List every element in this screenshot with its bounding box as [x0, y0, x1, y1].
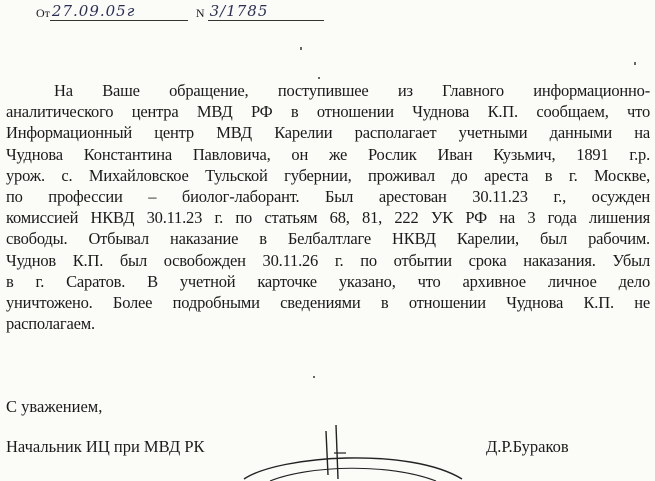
body-line: уничтожено. Более подробными сведениями в отношении Чуднова К.П. не — [6, 293, 650, 313]
letter-header — [36, 3, 324, 21]
handwritten-date: 27.09.05г — [50, 3, 188, 21]
scan-speck — [300, 47, 302, 50]
body-line: Чуднова Константина Павловича, он же Рослик Иван Кузьмич, 1891 г.р. — [6, 144, 650, 164]
handwritten-number: 3/1785 — [208, 3, 324, 21]
scan-speck — [313, 376, 315, 378]
body-line: свободы. Отбывал наказание в Белбалтлаге НКВД Карелии, был рабочим. — [6, 229, 650, 249]
number-label: N — [195, 6, 205, 20]
body-line: Чуднов К.П. был освобожден 30.11.26 г. по отбытии срока наказания. Убыл — [6, 250, 650, 270]
closing-phrase: С уважением, — [6, 397, 103, 416]
from-label: От — [36, 6, 50, 20]
scan-speck — [318, 77, 320, 79]
body-line: располагаем. — [6, 314, 95, 334]
body-line: урож. с. Михайловское Тульской губернии, проживал до ареста в г. Москве, — [6, 165, 650, 185]
body-line: в г. Саратов. В учетной карточке указано, что архивное личное дело — [6, 271, 650, 291]
signer-name: Д.Р.Бураков — [486, 437, 569, 456]
handwritten-signature — [240, 415, 480, 481]
letter-body — [6, 80, 650, 334]
body-line: по профессии – биолог-лаборант. Был арестован 30.11.23 г., осужден — [6, 187, 650, 207]
body-line: аналитического центра МВД РФ в отношении Чуднова К.П. сообщаем, что — [6, 102, 650, 122]
signer-title: Начальник ИЦ при МВД РК — [6, 437, 205, 456]
scan-speck — [634, 62, 636, 65]
body-line: комиссией НКВД 30.11.23 г. по статьям 68, 81, 222 УК РФ на 3 года лишения — [6, 208, 650, 228]
body-line: Информационный центр МВД Карелии располагает учетными данными на — [6, 123, 650, 143]
body-line: На Ваше обращение, поступившее из Главного информационно- — [54, 81, 650, 100]
body-paragraph — [6, 80, 650, 334]
